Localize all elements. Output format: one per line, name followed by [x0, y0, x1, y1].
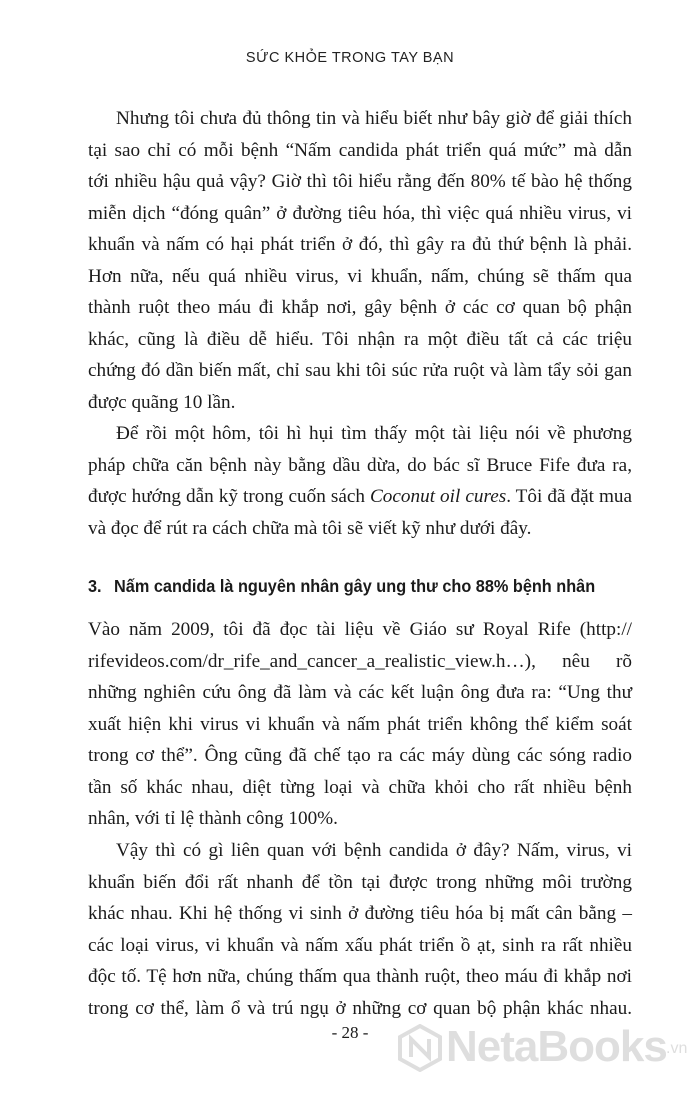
- text-line: Nhưng tôi chưa đủ thông tin và hiểu biết như bây giờ để giải thích: [116, 108, 632, 129]
- text-line: [88, 481, 632, 513]
- section-number: 3.: [88, 576, 102, 596]
- section-title: Nấm candida là nguyên nhân gây ung thư cho 88% bệnh nhân: [114, 576, 596, 596]
- text-line: chứng đó dần biến mất, chỉ sau khi tôi súc rửa ruột và làm tẩy sỏi gan: [88, 360, 632, 381]
- page-number: - 28 -: [331, 1023, 369, 1042]
- text-line: trong cơ thể”. Ông cũng đã chế tạo ra các máy dùng các sóng radio: [88, 745, 632, 766]
- paragraph-2: [88, 418, 632, 544]
- text-line: xuất hiện khi virus vi khuẩn và nấm phát triển không thể kiểm soát: [88, 713, 632, 735]
- watermark-suffix: .vn: [666, 1040, 688, 1057]
- text-line: được quãng 10 lần.: [88, 391, 236, 413]
- text-line: khuẩn biến đổi rất nhanh để tồn tại được trong những môi trường: [88, 871, 632, 893]
- paragraph-4: [88, 835, 632, 1024]
- text-line: Hơn nữa, nếu quá nhiều virus, vi khuẩn, nấm, chúng sẽ thấm qua: [88, 265, 632, 287]
- text-line: Vào năm 2009, tôi đã đọc tài liệu về Giáo sư Royal Rife (http://: [88, 619, 632, 640]
- text-line: những nghiên cứu ông đã làm và các kết luận ông đưa ra: “Ung thư: [88, 682, 632, 703]
- text-line: trong cơ thể, làm ổ và trú ngụ ở những cơ quan bộ phận khác nhau.: [88, 997, 632, 1019]
- text-line: rifevideos.com/dr_rife_and_cancer_a_realistic_view.h…), nêu rõ: [88, 650, 632, 672]
- text-line: tại sao chỉ có mỗi bệnh “Nấm candida phát triển quá mức” mà dẫn: [88, 139, 632, 161]
- text-line: thành ruột theo máu đi khắp nơi, gây bệnh ở các cơ quan bộ phận: [88, 297, 632, 318]
- paragraph-1: [88, 103, 632, 418]
- running-header: SỨC KHỎE TRONG TAY BẠN: [245, 50, 455, 66]
- text-line: khuẩn và nấm có hại phát triển ở đó, thì gây ra đủ thứ bệnh là phải.: [88, 234, 632, 255]
- text-line: tới nhiều hậu quả vậy? Giờ thì tôi hiểu rằng đến 80% tế bào hệ thống: [88, 171, 632, 192]
- text-line: Vậy thì có gì liên quan với bệnh candida ở đây? Nấm, virus, vi: [116, 840, 632, 861]
- text-line: khác nhau. Khi hệ thống vi sinh ở đường tiêu hóa bị mất cân bằng –: [88, 903, 632, 924]
- section-heading: [88, 576, 609, 597]
- text-line: Để rồi một hôm, tôi hì hụi tìm thấy một tài liệu nói về phương: [116, 423, 632, 444]
- text-line: miễn dịch “đóng quân” ở đường tiêu hóa, thì việc quá nhiều virus, vi: [88, 202, 632, 224]
- text-line: và đọc để rút ra cách chữa mà tôi sẽ viết kỹ như dưới đây.: [88, 517, 532, 539]
- paragraph-3: [88, 614, 632, 835]
- text-segment: . Tôi đã đặt mua: [506, 486, 632, 507]
- watermark-brand: NetaBooks: [446, 1022, 667, 1071]
- text-line: nhân, với tỉ lệ thành công 100%.: [88, 808, 338, 829]
- text-line: độc tố. Tệ hơn nữa, chúng thấm qua thành ruột, theo máu đi khắp nơi: [88, 966, 632, 987]
- text-line: pháp chữa căn bệnh này bằng dầu dừa, do bác sĩ Bruce Fife đưa ra,: [88, 454, 632, 476]
- text-segment: được hướng dẫn kỹ trong cuốn sách: [88, 486, 370, 507]
- text-line: khác, cũng là điều dễ hiểu. Tôi nhận ra một điều tất cả các triệu: [88, 328, 632, 350]
- book-title: Coconut oil cures: [370, 486, 507, 507]
- text-line: tần số khác nhau, diệt từng loại và chữa khỏi cho rất nhiều bệnh: [88, 776, 632, 798]
- text-line: các loại virus, vi khuẩn và nấm xấu phát triển ồ ạt, sinh ra rất nhiều: [88, 934, 632, 956]
